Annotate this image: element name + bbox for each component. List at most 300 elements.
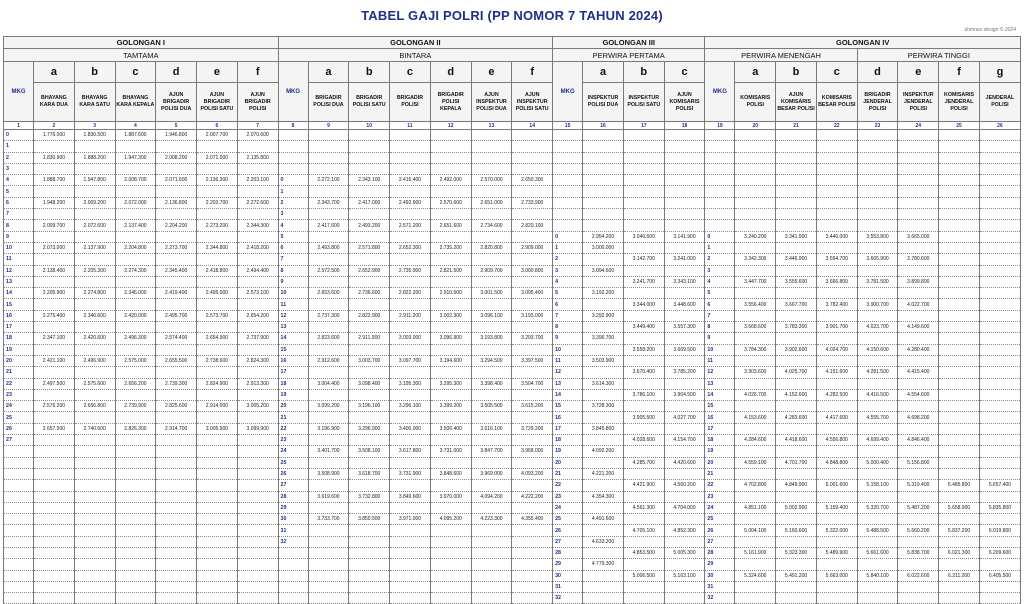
salary-cell (237, 344, 278, 355)
salary-cell (430, 322, 471, 333)
salary-cell: 2.651.000 (471, 197, 512, 208)
salary-cell (34, 209, 75, 220)
salary-cell (816, 536, 857, 547)
salary-cell (237, 457, 278, 468)
table-row (4, 344, 1021, 355)
salary-cell (583, 570, 624, 581)
salary-cell (857, 163, 898, 174)
mkg-cell: 28 (553, 547, 583, 558)
salary-cell (237, 536, 278, 547)
salary-cell: 2.272.100 (308, 175, 349, 186)
salary-cell (979, 593, 1020, 604)
salary-cell (197, 514, 238, 525)
mkg-cell (278, 141, 308, 152)
salary-cell (816, 152, 857, 163)
salary-cell (390, 502, 431, 513)
salary-cell (390, 525, 431, 536)
salary-cell: 3.196.900 (308, 423, 349, 434)
salary-cell (74, 412, 115, 423)
salary-cell: 3.000.800 (512, 265, 553, 276)
salary-cell (898, 423, 939, 434)
salary-cell (939, 581, 980, 592)
rank-name: AJUN KOMISARIS BESAR POLISI (776, 83, 817, 122)
salary-cell (197, 525, 238, 536)
salary-cell (664, 197, 705, 208)
salary-cell: 4.092.200 (583, 446, 624, 457)
salary-cell (197, 163, 238, 174)
salary-cell: 2.734.600 (471, 220, 512, 231)
mkg-cell (4, 570, 34, 581)
mkg-cell: 16 (553, 412, 583, 423)
salary-cell (390, 559, 431, 570)
salary-cell: 3.504.700 (512, 378, 553, 389)
mkg-cell: 8 (4, 220, 34, 231)
salary-cell (349, 593, 390, 604)
salary-cell (776, 581, 817, 592)
salary-cell (939, 435, 980, 446)
salary-cell (664, 378, 705, 389)
salary-cell (349, 559, 390, 570)
salary-cell (898, 175, 939, 186)
salary-cell: 3.669.500 (664, 344, 705, 355)
salary-cell (74, 231, 115, 242)
salary-cell: 2.421.100 (34, 355, 75, 366)
salary-cell: 5.000.400 (857, 457, 898, 468)
salary-cell (308, 299, 349, 310)
salary-cell (816, 514, 857, 525)
salary-cell (156, 299, 197, 310)
salary-cell: 3.099.900 (237, 423, 278, 434)
salary-cell: 3.396.700 (583, 333, 624, 344)
salary-cell (816, 468, 857, 479)
salary-cell: 4.559.100 (735, 457, 776, 468)
salary-cell (735, 288, 776, 299)
salary-cell: 3.554.700 (816, 254, 857, 265)
salary-cell: 2.739.900 (115, 401, 156, 412)
salary-cell: 3.098.400 (349, 378, 390, 389)
table-row (4, 570, 1021, 581)
salary-cell (430, 254, 471, 265)
salary-cell (471, 593, 512, 604)
salary-cell (939, 491, 980, 502)
salary-cell: 4.149.600 (898, 322, 939, 333)
salary-cell (471, 480, 512, 491)
salary-cell (857, 242, 898, 253)
salary-table (3, 36, 1021, 604)
salary-cell (623, 593, 664, 604)
salary-cell: 4.022.700 (898, 299, 939, 310)
salary-cell: 3.731.900 (390, 468, 431, 479)
mkg-cell (4, 559, 34, 570)
salary-cell: 2.137.900 (74, 242, 115, 253)
salary-cell (74, 367, 115, 378)
salary-cell: 5.488.500 (857, 525, 898, 536)
salary-cell (34, 322, 75, 333)
salary-cell: 3.296.100 (390, 401, 431, 412)
salary-cell: 3.785.200 (664, 367, 705, 378)
salary-cell: 4.027.700 (664, 412, 705, 423)
salary-cell (776, 491, 817, 502)
salary-cell (735, 401, 776, 412)
salary-cell (74, 344, 115, 355)
mkg-cell: 10 (705, 344, 735, 355)
salary-cell (898, 265, 939, 276)
salary-cell (156, 141, 197, 152)
salary-cell (390, 435, 431, 446)
salary-cell: 3.729.200 (512, 423, 553, 434)
salary-cell (115, 491, 156, 502)
salary-cell (197, 322, 238, 333)
salary-cell (115, 457, 156, 468)
salary-cell: 3.099.200 (308, 401, 349, 412)
salary-cell (390, 480, 431, 491)
mkg-cell: 17 (705, 423, 735, 434)
salary-cell (430, 536, 471, 547)
salary-cell (237, 209, 278, 220)
salary-cell: 3.901.700 (816, 322, 857, 333)
salary-cell: 3.508.100 (349, 446, 390, 457)
salary-cell (939, 288, 980, 299)
salary-cell (512, 367, 553, 378)
salary-cell (979, 344, 1020, 355)
salary-cell: 4.556.800 (816, 435, 857, 446)
salary-cell (74, 209, 115, 220)
salary-cell: 5.158.100 (857, 480, 898, 491)
salary-cell (623, 581, 664, 592)
salary-cell: 2.203.700 (197, 197, 238, 208)
salary-cell (115, 389, 156, 400)
salary-cell: 3.292.900 (583, 310, 624, 321)
salary-cell (197, 491, 238, 502)
salary-cell: 2.493.800 (308, 242, 349, 253)
salary-cell (430, 186, 471, 197)
salary-cell: 3.193.000 (512, 310, 553, 321)
rank-name: BRIGADIR POLISI KEPALA (430, 83, 471, 122)
salary-cell: 2.497.500 (34, 378, 75, 389)
salary-cell (583, 480, 624, 491)
salary-cell: 2.735.200 (430, 242, 471, 253)
mkg-cell: 1 (4, 141, 34, 152)
salary-cell: 2.136.300 (197, 175, 238, 186)
salary-cell: 5.156.800 (898, 457, 939, 468)
mkg-cell: 29 (553, 559, 583, 570)
column-number: 24 (898, 122, 939, 130)
salary-cell (237, 514, 278, 525)
mkg-cell: 4 (553, 276, 583, 287)
mkg-cell: 16 (278, 355, 308, 366)
column-number: 26 (979, 122, 1020, 130)
salary-cell (74, 389, 115, 400)
salary-cell (857, 175, 898, 186)
mkg-cell (278, 547, 308, 558)
salary-cell (115, 581, 156, 592)
salary-cell (156, 502, 197, 513)
salary-cell (735, 310, 776, 321)
salary-cell: 2.273.200 (197, 220, 238, 231)
mkg-cell: 25 (278, 457, 308, 468)
salary-cell (349, 581, 390, 592)
mkg-cell (4, 468, 34, 479)
salary-cell: 3.506.400 (430, 423, 471, 434)
salary-cell (857, 559, 898, 570)
salary-cell (197, 367, 238, 378)
rank-name: KOMISARIS BESAR POLISI (816, 83, 857, 122)
salary-cell: 3.241.700 (623, 276, 664, 287)
salary-cell (776, 265, 817, 276)
mkg-cell: 17 (278, 367, 308, 378)
salary-cell (979, 389, 1020, 400)
mkg-cell: 10 (553, 344, 583, 355)
salary-cell (898, 288, 939, 299)
table-row (4, 175, 1021, 186)
salary-cell (308, 322, 349, 333)
salary-cell (979, 152, 1020, 163)
table-row (4, 276, 1021, 287)
salary-cell (430, 581, 471, 592)
salary-cell (349, 299, 390, 310)
salary-cell: 4.283.600 (776, 412, 817, 423)
salary-cell (430, 559, 471, 570)
salary-cell (34, 435, 75, 446)
salary-cell: 5.489.900 (816, 547, 857, 558)
salary-cell (349, 231, 390, 242)
salary-cell: 2.573.100 (237, 288, 278, 299)
salary-cell: 2.656.800 (74, 401, 115, 412)
mkg-cell (4, 536, 34, 547)
salary-cell (623, 209, 664, 220)
mkg-cell: 21 (4, 367, 34, 378)
mkg-cell: 13 (553, 378, 583, 389)
salary-cell: 5.160.600 (776, 525, 817, 536)
rank-name: BHAYANG KARA DUA (34, 83, 75, 122)
salary-cell: 2.824.300 (237, 355, 278, 366)
salary-cell: 3.004.400 (308, 378, 349, 389)
salary-cell: 2.573.700 (197, 310, 238, 321)
salary-cell: 3.448.600 (664, 299, 705, 310)
salary-cell (979, 175, 1020, 186)
salary-cell (664, 288, 705, 299)
salary-cell: 2.343.100 (349, 175, 390, 186)
salary-cell (430, 209, 471, 220)
grade-letter: a (583, 62, 624, 83)
salary-cell: 3.902.600 (776, 344, 817, 355)
salary-cell (898, 333, 939, 344)
salary-cell (816, 242, 857, 253)
salary-cell (776, 152, 817, 163)
salary-cell (583, 502, 624, 513)
salary-cell (816, 581, 857, 592)
mkg-cell: 6 (553, 299, 583, 310)
salary-cell (939, 163, 980, 174)
mkg-cell (4, 593, 34, 604)
salary-cell: 4.355.400 (512, 514, 553, 525)
salary-cell: 3.001.500 (471, 288, 512, 299)
salary-cell (34, 536, 75, 547)
mkg-cell: 23 (278, 435, 308, 446)
salary-cell (156, 457, 197, 468)
salary-cell (430, 525, 471, 536)
salary-cell (857, 333, 898, 344)
mkg-cell (705, 175, 735, 186)
table-row (4, 457, 1021, 468)
salary-cell (430, 299, 471, 310)
salary-cell (898, 514, 939, 525)
salary-cell (237, 254, 278, 265)
salary-cell (430, 344, 471, 355)
salary-cell: 3.665.900 (857, 254, 898, 265)
salary-cell (939, 254, 980, 265)
mkg-cell: 3 (705, 265, 735, 276)
salary-cell: 4.852.300 (664, 525, 705, 536)
salary-cell: 2.418.200 (237, 242, 278, 253)
salary-cell: 1.946.800 (156, 130, 197, 141)
subgroup-header: PERWIRA PERTAMA (553, 49, 705, 62)
grade-letter: g (979, 62, 1020, 83)
salary-cell: 3.557.300 (664, 322, 705, 333)
salary-cell (74, 547, 115, 558)
salary-cell: 2.344.300 (237, 220, 278, 231)
table-row (4, 141, 1021, 152)
salary-cell: 3.447.700 (735, 276, 776, 287)
salary-cell (471, 435, 512, 446)
salary-cell (979, 367, 1020, 378)
column-number: 20 (735, 122, 776, 130)
salary-cell: 4.421.900 (623, 480, 664, 491)
salary-cell (816, 423, 857, 434)
salary-cell (471, 299, 512, 310)
salary-cell: 2.740.600 (74, 423, 115, 434)
salary-cell: 2.651.600 (430, 220, 471, 231)
salary-cell (979, 186, 1020, 197)
salary-cell (349, 322, 390, 333)
salary-cell (512, 502, 553, 513)
mkg-cell (553, 141, 583, 152)
mkg-cell: 7 (4, 209, 34, 220)
salary-cell (898, 209, 939, 220)
salary-cell (34, 299, 75, 310)
mkg-cell: 0 (553, 231, 583, 242)
salary-cell (776, 401, 817, 412)
salary-cell: 3.782.400 (816, 299, 857, 310)
salary-cell (735, 175, 776, 186)
salary-cell (623, 536, 664, 547)
mkg-cell: 21 (553, 468, 583, 479)
mkg-cell: 29 (278, 502, 308, 513)
mkg-cell (278, 593, 308, 604)
salary-cell (390, 581, 431, 592)
salary-cell: 5.658.900 (939, 502, 980, 513)
salary-cell (816, 141, 857, 152)
salary-cell (898, 152, 939, 163)
salary-cell: 3.904.500 (664, 389, 705, 400)
salary-cell (308, 547, 349, 558)
salary-cell: 2.071.600 (156, 175, 197, 186)
credit-text: domnez design © 2024 (964, 27, 1016, 33)
salary-cell (857, 265, 898, 276)
salary-cell (197, 502, 238, 513)
salary-cell (34, 457, 75, 468)
salary-cell (471, 231, 512, 242)
salary-cell (156, 480, 197, 491)
salary-cell (776, 130, 817, 141)
salary-cell: 2.909.700 (471, 265, 512, 276)
salary-cell: 2.417.600 (308, 220, 349, 231)
salary-cell (735, 220, 776, 231)
salary-cell (512, 186, 553, 197)
salary-cell: 2.570.600 (430, 197, 471, 208)
mkg-cell: 25 (705, 514, 735, 525)
salary-cell: 4.555.700 (857, 412, 898, 423)
salary-cell: 2.822.900 (349, 310, 390, 321)
salary-cell (623, 242, 664, 253)
column-number: 15 (553, 122, 583, 130)
salary-cell: 3.786.100 (623, 389, 664, 400)
salary-cell: 3.002.300 (430, 310, 471, 321)
column-number: 6 (197, 122, 238, 130)
salary-cell (735, 491, 776, 502)
salary-cell: 4.354.300 (583, 491, 624, 502)
salary-cell: 2.826.300 (115, 423, 156, 434)
salary-cell: 3.241.000 (664, 254, 705, 265)
salary-cell (664, 423, 705, 434)
mkg-cell: 2 (553, 254, 583, 265)
salary-cell: 4.150.600 (857, 344, 898, 355)
salary-cell (74, 254, 115, 265)
salary-cell (156, 468, 197, 479)
salary-cell: 2.345.400 (156, 265, 197, 276)
salary-cell (156, 559, 197, 570)
salary-cell (512, 570, 553, 581)
salary-cell (512, 141, 553, 152)
salary-cell: 3.503.900 (583, 355, 624, 366)
salary-cell (623, 197, 664, 208)
salary-cell (776, 468, 817, 479)
salary-cell (34, 231, 75, 242)
grade-letter: c (664, 62, 705, 83)
salary-cell (471, 525, 512, 536)
salary-cell (74, 502, 115, 513)
salary-cell: 3.449.400 (623, 322, 664, 333)
salary-cell: 3.295.300 (430, 378, 471, 389)
salary-cell (735, 141, 776, 152)
mkg-cell: 8 (705, 322, 735, 333)
salary-cell: 2.914.000 (197, 401, 238, 412)
salary-cell (979, 401, 1020, 412)
salary-cell: 4.848.800 (816, 457, 857, 468)
salary-cell: 3.848.600 (430, 468, 471, 479)
salary-cell (430, 389, 471, 400)
mkg-cell: 14 (553, 389, 583, 400)
salary-cell (939, 378, 980, 389)
salary-cell (939, 130, 980, 141)
golongan-header: GOLONGAN III (553, 37, 705, 49)
salary-cell (34, 593, 75, 604)
column-number: 8 (278, 122, 308, 130)
salary-cell (34, 389, 75, 400)
salary-cell (939, 401, 980, 412)
mkg-cell: 16 (705, 412, 735, 423)
salary-cell (237, 163, 278, 174)
salary-cell (979, 220, 1020, 231)
salary-cell: 2.136.800 (156, 197, 197, 208)
salary-cell: 4.152.600 (776, 389, 817, 400)
salary-cell: 2.820.100 (512, 220, 553, 231)
salary-cell (237, 186, 278, 197)
salary-cell (735, 130, 776, 141)
salary-cell: 4.701.700 (776, 457, 817, 468)
salary-cell (197, 468, 238, 479)
salary-cell (857, 288, 898, 299)
